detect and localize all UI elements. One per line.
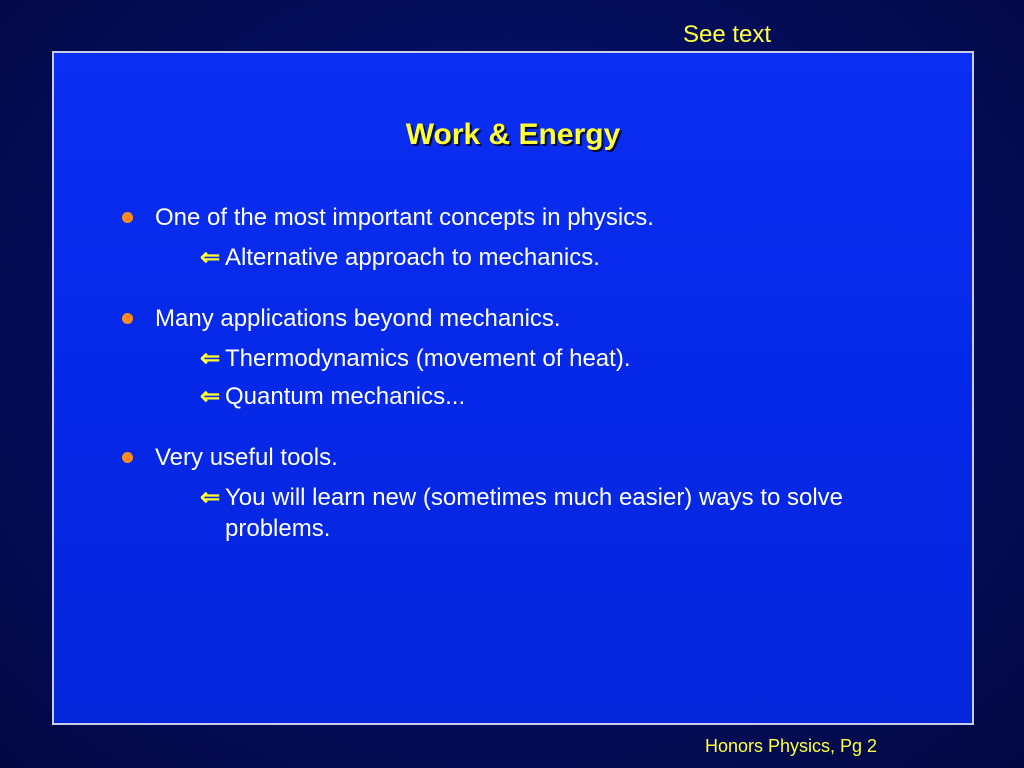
double-left-arrow-icon: ⇐: [200, 383, 221, 410]
sub-bullet-item: [122, 242, 942, 273]
bullet-text: Many applications beyond mechanics.: [155, 305, 561, 332]
bullet-item: [122, 302, 942, 412]
see-text-note: See text: [683, 21, 772, 48]
bullet-text: One of the most important concepts in physics.: [155, 204, 654, 231]
double-left-arrow-icon: ⇐: [200, 244, 221, 271]
sub-bullet-text: Thermodynamics (movement of heat).: [225, 345, 631, 372]
orange-dot-icon: [122, 313, 133, 324]
slide-panel: [52, 51, 974, 725]
sub-bullet-text: You will learn new (sometimes much easier) ways to solve problems.: [225, 484, 844, 542]
bullet-line: [122, 302, 942, 336]
orange-dot-icon: [122, 212, 133, 223]
sub-bullet-item: [122, 381, 942, 412]
sub-bullet-text: Alternative approach to mechanics.: [225, 244, 600, 271]
sub-bullet-text: Quantum mechanics...: [225, 383, 466, 410]
double-left-arrow-icon: ⇐: [200, 345, 221, 372]
bullet-item: [122, 201, 942, 273]
double-left-arrow-icon: ⇐: [200, 484, 221, 511]
bullet-line: [122, 201, 942, 235]
slide-title: Work & Energy: [405, 118, 621, 151]
bullet-list: [122, 201, 942, 573]
sub-bullet-item: [122, 482, 942, 544]
footer-page-label: Honors Physics, Pg 2: [705, 736, 878, 756]
orange-dot-icon: [122, 452, 133, 463]
bullet-text: Very useful tools.: [155, 444, 338, 471]
bullet-line: [122, 441, 942, 475]
bullet-item: [122, 441, 942, 544]
sub-bullet-item: [122, 343, 942, 374]
